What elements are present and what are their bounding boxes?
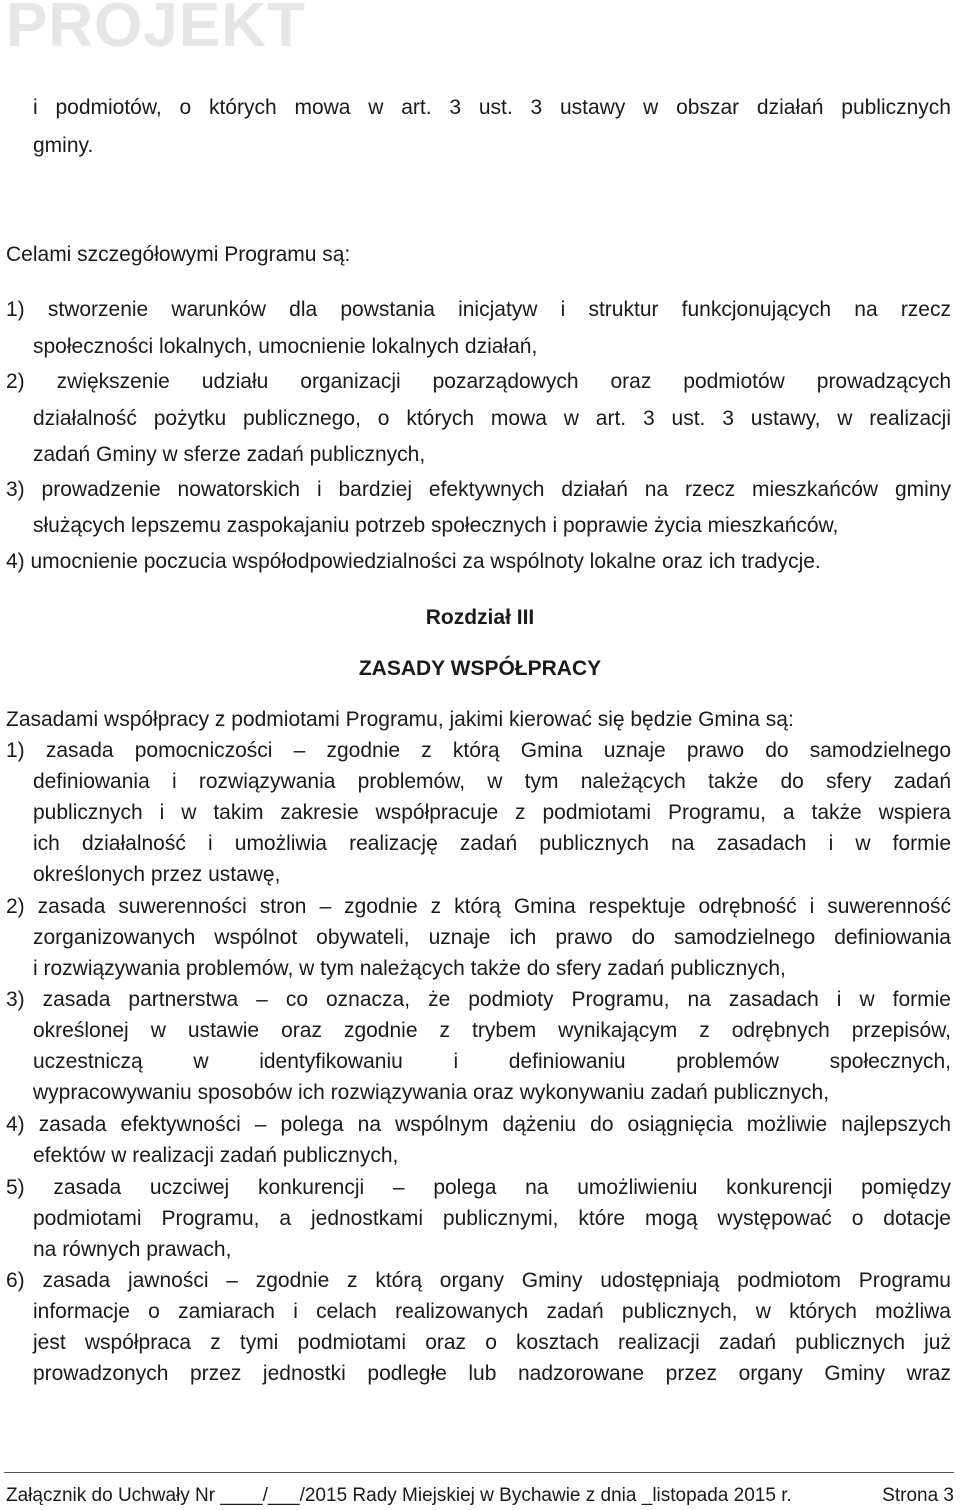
text-line: działalność pożytku publicznego, o których mowa w art. 3 ust. 3 ustawy, w realizacji xyxy=(33,407,951,430)
footer-attachment-note: Załącznik do Uchwały Nr ____/___/2015 Rady Miejskiej w Bychawie z dnia _listopada 2015 r. xyxy=(6,1485,792,1506)
text-line: uczestniczą w identyfikowaniu i definiowaniu problemów społecznych, xyxy=(33,1050,951,1073)
chapter-title: ZASADY WSPÓŁPRACY xyxy=(358,657,602,680)
footer-divider xyxy=(4,1472,954,1473)
text-line: społeczności lokalnych, umocnienie lokalnych działań, xyxy=(33,335,538,358)
text-line: na równych prawach, xyxy=(33,1238,232,1261)
text-line: określonej w ustawie oraz zgodnie z trybem wynikającym z odrębnych przepisów, xyxy=(33,1019,951,1042)
text-line: 1) zasada pomocniczości – zgodnie z którą Gmina uznaje prawo do samodzielnego xyxy=(6,739,951,762)
text-line: Celami szczegółowymi Programu są: xyxy=(6,243,351,266)
text-line: jest współpraca z tymi podmiotami oraz o kosztach realizacji zadań publicznych już xyxy=(33,1331,951,1354)
text-line: 3) zasada partnerstwa – co oznacza, że podmioty Programu, na zasadach i w formie xyxy=(6,988,951,1011)
text-line: 2) zwiększenie udziału organizacji pozarządowych oraz podmiotów prowadzących xyxy=(6,370,951,393)
text-line: 1) stworzenie warunków dla powstania inicjatyw i struktur funkcjonujących na rzecz xyxy=(6,298,951,321)
text-line: i rozwiązywania problemów, w tym należących także do sfery zadań publicznych, xyxy=(33,957,786,980)
text-line: efektów w realizacji zadań publicznych, xyxy=(33,1144,399,1167)
text-line: zorganizowanych wspólnot obywateli, uznaje ich prawo do samodzielnego definiowania xyxy=(33,926,951,949)
page-footer xyxy=(6,1483,954,1509)
text-line: 3) prowadzenie nowatorskich i bardziej efektywnych działań na rzecz mieszkańców gminy xyxy=(6,478,951,501)
page-number: Strona 3 xyxy=(882,1485,954,1506)
text-line: ich działalność i umożliwia realizację zadań publicznych na zasadach i w formie xyxy=(33,832,951,855)
text-line: gminy. xyxy=(33,134,94,157)
text-line: Zasadami współpracy z podmiotami Programu, jakimi kierować się będzie Gmina są: xyxy=(6,708,794,731)
text-line: publicznych i w takim zakresie współpracuje z podmiotami Programu, a także wspiera xyxy=(33,801,951,824)
text-line: zadań Gminy w sferze zadań publicznych, xyxy=(33,443,426,466)
text-line: 5) zasada uczciwej konkurencji – polega na umożliwieniu konkurencji pomiędzy xyxy=(6,1176,951,1199)
text-line: wypracowywaniu sposobów ich rozwiązywania oraz wykonywaniu zadań publicznych, xyxy=(33,1081,830,1104)
text-line: 2) zasada suwerenności stron – zgodnie z którą Gmina respektuje odrębność i suwerenność xyxy=(6,895,951,918)
text-line: podmiotami Programu, a jednostkami publicznymi, które mogą występować o dotacje xyxy=(33,1207,951,1230)
chapter-number: Rozdział III xyxy=(425,606,535,629)
text-line: 4) umocnienie poczucia współodpowiedzialności za wspólnoty lokalne oraz ich tradycje. xyxy=(6,550,821,573)
text-line: określonych przez ustawę, xyxy=(33,863,281,886)
text-line: informacje o zamiarach i celach realizowanych zadań publicznych, w których możliwa xyxy=(33,1300,951,1323)
text-line: i podmiotów, o których mowa w art. 3 ust. 3 ustawy w obszar działań publicznych xyxy=(33,96,951,119)
text-line: 6) zasada jawności – zgodnie z którą organy Gminy udostępniają podmiotom Programu xyxy=(6,1269,951,1292)
text-line: prowadzonych przez jednostki podległe lub nadzorowane przez organy Gminy wraz xyxy=(33,1362,951,1385)
text-line: 4) zasada efektywności – polega na wspólnym dążeniu do osiągnięcia możliwie najlepszych xyxy=(6,1113,951,1136)
text-line: służących lepszemu zaspokajaniu potrzeb społecznych i poprawie życia mieszkańców, xyxy=(33,514,839,537)
text-line: definiowania i rozwiązywania problemów, w tym należących także do sfery zadań xyxy=(33,770,951,793)
watermark: PROJEKT xyxy=(6,0,306,60)
